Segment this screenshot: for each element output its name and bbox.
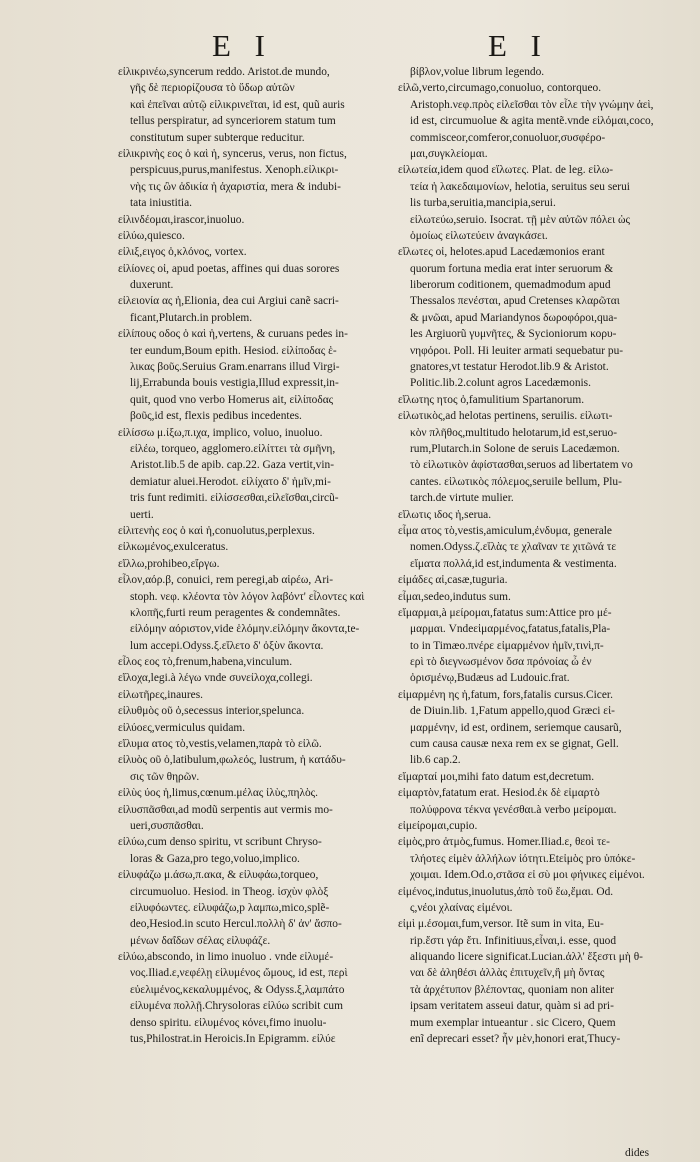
entry-line: tata iniustitia. [130, 197, 193, 210]
entry-line: rum,Plutarch.in Solone de seruis Lacedæmon. [410, 442, 620, 455]
entry-line: duxerunt. [130, 279, 174, 292]
entry-headline: εἰλίσσω μ.ίξω,π.ιχα, implico, voluo, inuoluo. [118, 426, 323, 439]
entry-headline: εἶμαι,sedeo,indutus sum. [398, 590, 511, 603]
entry-line: cum causa causæ nexa rem ex se gignat, Gell. [410, 738, 619, 751]
entry-line: tellus perspiratur, ad synceriorem statum tum [130, 115, 336, 128]
entry-line: γῆς δὲ περιορίζουσα τὸ ὕδωρ αὐτῶν [130, 82, 295, 95]
entry-line: Aristoph.νεφ.πρὸς εἰλεῖσθαι τὸν εἶλε τὴν γνώμην ἀεὶ, [410, 98, 654, 111]
entry-line: ficant,Plutarch.in problem. [130, 311, 253, 324]
entry-headline: εἰμάδες αἱ,casæ,tuguria. [398, 574, 508, 587]
entry-headline: εἰλύω,quiesco. [118, 229, 185, 242]
entry-headline: εἰλύω,abscondo, in limo inuoluo . vnde εἰλυμέ- [118, 951, 334, 964]
entry-line: ipsam veritatem asseui datur, quàm si ad pri- [410, 1000, 614, 1013]
entry-line: μένων δαΐδων σέλας εἰλυφάζε. [130, 934, 271, 947]
entry-line: Thessalos πενέσται, apud Cretenses κλαρῶται [410, 295, 620, 308]
entry-line: πολύφρονα τέκνα γενέσθαι.à verbo μείρομαι. [410, 803, 617, 816]
entry-headline: εἰλιτενὴς εος ὁ καὶ ἡ,conuolutus,perplexus. [118, 524, 315, 537]
entry-headline: εἰλύω,cum denso spiritu, vt scribunt Chryso- [118, 836, 322, 849]
entry-headline: εἰλίονες οἱ, apud poetas, affines qui duas sorores [118, 262, 340, 275]
entry-line: deo,Hesiod.in scuto Hercul.πολλὴ δ' ἀν' ἄσπο- [130, 918, 342, 931]
entry-line: commisceor,comferor,conuoluor,συσφέρο- [410, 131, 606, 144]
entry-line: & μνῶαι, apud Mariandynos δωροφόροι,qua- [410, 311, 618, 324]
entry-line: circumuoluo. Hesiod. in Theog. ἰσχὺν φλὸξ [130, 885, 329, 898]
running-head-left: E I [212, 28, 274, 63]
entry-headline: εἶλος εος τὸ,frenum,habena,vinculum. [118, 656, 293, 669]
entry-headline: εἰλικρινέω,syncerum reddo. Aristot.de mundo, [118, 66, 330, 78]
entry-headline: εἴλυμα ατος τὸ,vestis,velamen,παρὰ τὸ εἰλῶ. [118, 738, 322, 751]
entry-line: λικας βοῦς.Seruius Gram.enarrans illud Virgi- [130, 361, 340, 374]
entry-line: lij,Errabunda bouis vestigia,Illud expressit,in- [130, 377, 339, 390]
entry-line: τὸ εἱλωτικὸν ἀφίστασθαι,seruos ad libertatem vo [410, 459, 633, 472]
entry-line: βίβλον,volue librum legendo. [410, 66, 545, 78]
entry-headline: εἴλλω,prohibeo,εἴργω. [118, 557, 220, 570]
entry-headline: εἱλωτικὸς,ad helotas pertinens, seruilis. εἱλωτι- [398, 410, 613, 423]
entry-headline: εἱμὸς,pro ἀτμὸς,fumus. Homer.Iliad.ε, θεοὶ τε- [398, 836, 610, 849]
entry-headline: εἰλινδέομαι,irascor,inuoluo. [118, 213, 245, 226]
entry-line: enĩ deprecari esset? ἦν μὲν,honori erat,Thucy- [410, 1033, 621, 1046]
entry-line: ερὶ τὸ διεγνωσμένον ὅσα πρόνοίας ὦ ἐν [410, 656, 592, 669]
entry-line: ς,νέοι χλαίνας εἱμένοι. [410, 901, 513, 914]
right-column [398, 64, 660, 1047]
entry-line: stoph. νεφ. κλέοντα τὸν λόγον λαβόντ' εἷλοντες καὶ [130, 590, 365, 603]
entry-headline: εἵμαρταί μοι,mihi fato datum est,decretum. [398, 770, 595, 783]
entry-line: εἵματα πολλά,id est,indumenta & vestimenta. [410, 557, 617, 570]
entry-line: εἰλέω, torqueo, agglomero.εἰλίττει τὰ σμῆνη, [130, 442, 336, 455]
entry-line: to in Timæo.πνέρε εἱμαρμένον ἡμῖν,τινὶ,π- [410, 639, 604, 652]
entry-line: ueri,συσπᾶσθαι. [130, 819, 204, 832]
entry-line: νηφόροι. Poll. Hi leuiter armati sequebatur pu- [410, 344, 624, 357]
catchword: dides [625, 1147, 650, 1159]
entry-line: tris funt redimiti. εἰλίσσεσθαι,εἰλεῖσθαι,circũ- [130, 492, 339, 505]
entry-line: id est, circumuolue & agita mentẽ.vnde εἰλόμαι,coco, [410, 115, 654, 128]
entry-line: nomen.Odyss.ζ.εἵλὰς τε χλαῖναν τε χιτῶνά τε [410, 541, 617, 554]
left-column [118, 64, 368, 1047]
entry-line: καὶ ἐπεῖναι αὐτῷ εἰλικρινεῖται, id est, quũ auris [130, 98, 345, 111]
entry-line: tus,Philostrat.in Heroicis.In Epigramm. εἰλύε [130, 1033, 336, 1046]
entry-line: les Argiuorũ γυμνῆτες, & Sycioniorum κορυ- [410, 328, 617, 341]
entry-line: perspicuus,purus,manifestus. Xenoph.εἰλικρι- [130, 164, 339, 177]
entry-line: τλήοτες εἰμὲν ἀλλήλων ἰότητι.Etεἱμὸς pro ὑπόκε- [410, 852, 636, 865]
entry-headline: εἰλυθμὸς οῦ ὁ,secessus interior,spelunca. [118, 705, 305, 718]
entry-line: εἰλυφόωντες. εἰλυφάζω,p λαμπω,mico,splẽ- [130, 901, 330, 914]
entry-line: quit, quod vno verbo Homerus ait, εἰλίποδας [130, 393, 334, 406]
entry-line: εἰλωτεύω,seruio. Isocrat. τῇ μὲν αὐτῶν πόλει ὡς [410, 213, 631, 226]
entry-headline: εἰλειονία ας ἡ,Elionia, dea cui Argiui canẽ sacri- [118, 295, 339, 308]
entry-line: τὰ ἀρχέτυπον βλέποντας, quoniam non aliter [410, 983, 615, 996]
entry-line: mum exemplar intueantur . sic Cicero, Quem [410, 1016, 616, 1029]
entry-line: liberorum coditionem, quemadmodum apud [410, 279, 611, 292]
entry-line: νος.Iliad.ε,νεφέλῃ εἰλυμένος ὤμους, id est, περὶ [130, 967, 348, 980]
entry-headline: εἰλὺς ύος ἡ,limus,cœnum.μέλας ἰλὺς,πηλὸς. [118, 787, 319, 800]
entry-headline: εἴλοχα,legi.à λέγω vnde συνείλοχα,collegi. [118, 672, 313, 685]
entry-headline: εἵμαρμαι,à μείρομαι,fatatus sum:Attice pro μέ- [398, 606, 612, 619]
entry-line: tarch.de virtute mulier. [410, 492, 514, 505]
entry-line: βοῦς,id est, flexis pedibus incedentes. [130, 410, 302, 423]
entry-headline: εἵλωτης ητος ὁ,famulitium Spartanorum. [398, 393, 585, 406]
entry-line: rip.ἔστι γάρ ἔτι. Infinitiuus,εἶναι,i. esse, quod [410, 934, 617, 947]
entry-headline: εἰλωτῆρες,inaures. [118, 688, 203, 701]
entry-headline: εἷλον,αόρ.β, conuici, rem peregi,ab αἱρέω, Ari- [118, 574, 334, 587]
entry-headline: εἰλυφάζω μ.άσω,π.ακα, & εἰλυφάω,torqueo, [118, 869, 319, 882]
entry-line: cantes. εἱλωτικὸς πόλεμος,seruile bellum, Plu- [410, 475, 622, 488]
entry-line: ναι δὲ ἀληθέσι ἀλλὰς ἐπιτυχεῖν,ἢ μὴ ὄντας [410, 967, 605, 980]
entry-line: ὁρισμένῳ,Budæus ad Ludouic.frat. [410, 672, 570, 685]
entry-line: εὐελιμένος,κεκαλυμμένος, & Odyss.ξ,λαμπάτο [130, 983, 345, 996]
entry-headline: εἱμένος,indutus,inuolutus,ἀπὸ τοῦ ἕω,ἕμαι. Od. [398, 885, 614, 898]
entry-line: κὸν πλῆθος,multitudo helotarum,id est,seruo- [410, 426, 618, 439]
entry-line: τεία ἡ λακεδαιμονίων, helotia, seruitus seu serui [410, 180, 630, 193]
entry-line: aliquando licere significat.Lucian.ἀλλ' ἔξεστι μὴ θ- [410, 951, 643, 964]
entry-headline: εἰλῶ,verto,circumago,conuoluo, contorqueo. [398, 82, 602, 95]
entry-line: constitutum super subterque reducitur. [130, 131, 305, 144]
entry-line: εἰλόμην αόριστον,vide ἑλόμην.εἰλόμην ἄκοντα,te- [130, 623, 360, 636]
entry-line: μαρμένην, id est, ordinem, seriemque causarũ, [410, 721, 622, 734]
entry-headline: εἰλυσπᾶσθαι,ad modũ serpentis aut vermis mo- [118, 803, 333, 816]
entry-headline: εἵλωτις ιδος ἡ,serua. [398, 508, 492, 521]
entry-line: κλοπῆς,furti reum peragentes & condemnãtes. [130, 606, 341, 619]
running-head-right: E I [488, 28, 550, 63]
entry-line: μαρμαι. Vndeεἱμαρμένος,fatatus,fatalis,Pla- [410, 623, 611, 636]
entry-line: σις τῶν θηρῶν. [130, 770, 200, 783]
entry-line: denso spiritu. εἰλυμένος κόνει,fimo inuolu- [130, 1016, 327, 1029]
entry-headline: εἰλκωμένος,exulceratus. [118, 541, 229, 554]
entry-line: gnatores,vt testatur Herodot.lib.9 & Aristot. [410, 361, 609, 374]
entry-headline: εἰλυὸς οῦ ὁ,latibulum,φωλεός, lustrum, ἡ κατάδυ- [118, 754, 346, 767]
entry-line: Politic.lib.2.colunt agros Lacedæmonis. [410, 377, 591, 390]
entry-headline: εἱμείρομαι,cupio. [398, 819, 478, 832]
entry-headline: εἷμα ατος τὸ,vestis,amiculum,ἐνδυμα, generale [398, 524, 612, 537]
entry-line: uerti. [130, 508, 154, 521]
entry-headline: εἱμαρτὸν,fatatum erat. Hesiod.ἐκ δὲ εἱμαρτὸ [398, 787, 600, 800]
entry-headline: εἱμαρμένη ης ἡ,fatum, fors,fatalis cursus.Cicer. [398, 688, 613, 701]
entry-headline: εἰλιξ,ειγος ὁ,κλόνος, vortex. [118, 246, 247, 259]
entry-headline: εἰλωτεία,idem quod εἵλωτες. Plat. de leg. εἰλω- [398, 164, 614, 177]
entry-line: ὁμοίως εἰλωτεύειν ἀναγκάσει. [410, 229, 548, 242]
entry-line: lib.6 cap.2. [410, 754, 461, 767]
entry-line: demiatur aluei.Herodot. εἰλίχατο δ' ἡμῖν,mi- [130, 475, 331, 488]
entry-headline: εἵλωτες οἱ, helotes.apud Lacedæmonios erant [398, 246, 605, 259]
entry-headline: εἰμὶ μ.έσομαι,fum,versor. Itẽ sum in vita, Eu- [398, 918, 604, 931]
entry-line: εἰλυμένα πολλῇ.Chrysoloras εἰλύω scribit cum [130, 1000, 343, 1013]
entry-line: quorum fortuna media erat inter seruorum & [410, 262, 614, 275]
entry-line: μαι,συγκλείομαι. [410, 147, 488, 160]
entry-line: loras & Gaza,pro tego,voluo,implico. [130, 852, 300, 865]
entry-headline: εἰλικρινὴς εος ὁ καὶ ἡ, syncerus, verus, non fictus, [118, 147, 347, 160]
entry-line: lum accepi.Odyss.ξ.εἵλετο δ' ὀξὺν ἄκοντα. [130, 639, 324, 652]
entry-line: de Diuin.lib. 1,Fatum appello,quod Græci εἱ- [410, 705, 615, 718]
entry-line: νὴς τις ὢν ἀδικία ἡ ἀχαριστία, mera & indubi- [130, 180, 341, 193]
entry-line: Aristot.lib.5 de apib. cap.22. Gaza vertit,vin- [130, 459, 335, 472]
entry-headline: εἰλίπους οδος ὁ καὶ ἡ,vertens, & curuans pedes in- [118, 328, 348, 341]
page-header [0, 28, 700, 62]
entry-headline: εἰλύοες,vermiculus quidam. [118, 721, 246, 734]
entry-line: ter eundum,Boum epith. Hesiod. εἰλίποδας ἑ- [130, 344, 337, 357]
entry-line: lis turba,seruitia,mancipia,serui. [410, 197, 556, 210]
entry-line: χοιμαι. Idem.Od.o,στᾶσα εἰ σὺ μοι φήνικες εἱμένοι. [410, 869, 645, 882]
